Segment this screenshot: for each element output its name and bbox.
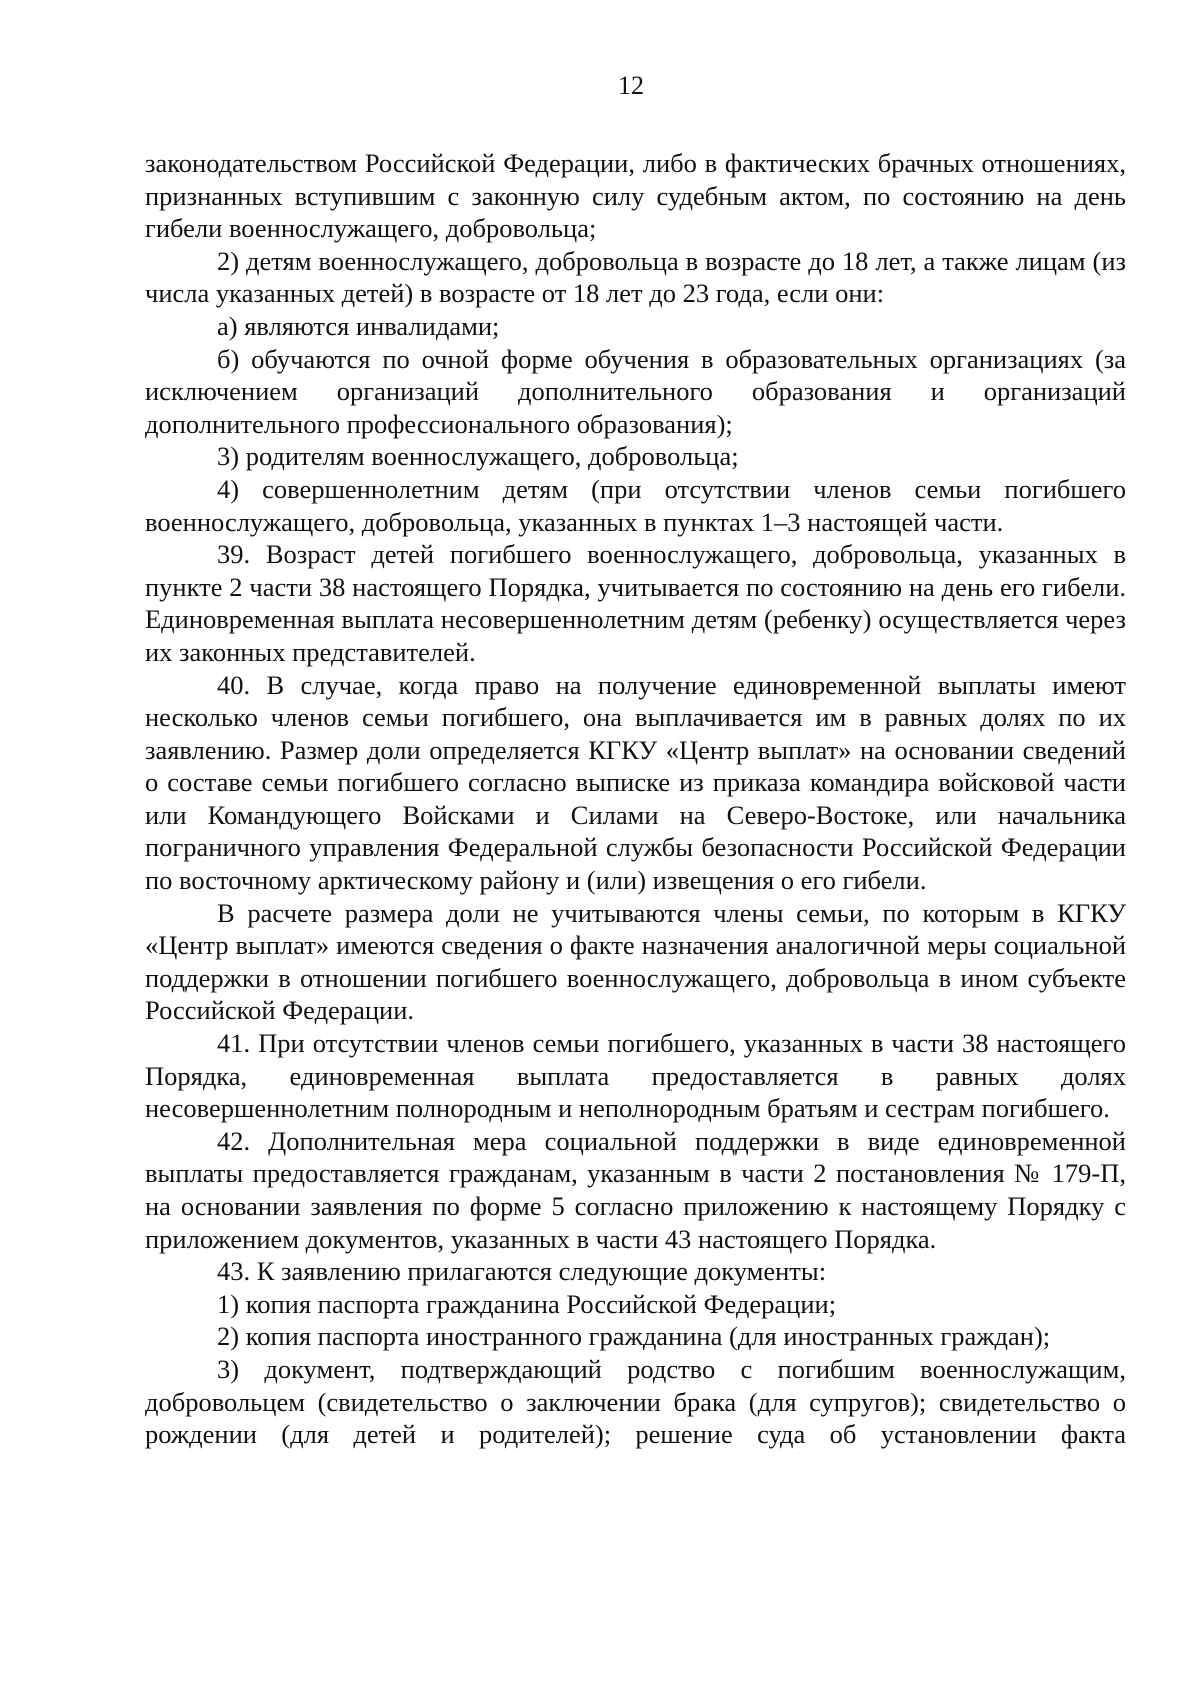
paragraph: В расчете размера доли не учитываются члены семьи, по которым в КГКУ «Центр выплат» имеются сведения о факте назначения аналогичной меры социальной поддержки в отношении погибшего военнослужащего, добровольца в ином субъекте Российской Федерации.: [145, 897, 1126, 1026]
list-item: 3) документ, подтверждающий родство с погибшим военнослужащим, добровольцем (свидетельство о заключении брака (для супругов); свидетельство о рождении (для детей и родителей); решение суда об установлении факта: [145, 1353, 1126, 1450]
paragraph: законодательством Российской Федерации, либо в фактических брачных отношениях, признанных вступившим с законную силу судебным актом, по состоянию на день гибели военнослужащего, добровольца;: [145, 148, 1126, 244]
list-item: 3) родителям военнослужащего, добровольца;: [217, 441, 739, 472]
list-item: 4) совершеннолетним детям (при отсутствии членов семьи погибшего военнослужащего, добровольца, указанных в пунктах 1–3 настоящей части.: [145, 473, 1126, 537]
paragraph: 43. К заявлению прилагаются следующие документы:: [217, 1256, 827, 1287]
paragraph: 40. В случае, когда право на получение единовременной выплаты имеют несколько членов семьи погибшего, она выплачивается им в равных долях по их заявлению. Размер доли определяется КГКУ «Центр выплат» на основании сведений о составе семьи погибшего согласно выписке из приказа командира войсковой части или Командующего Войсками и Силами на Северо-Востоке, или начальника пограничного управления Федеральной службы безопасности Российской Федерации по восточному арктическому району и (или) извещения о его гибели.: [145, 669, 1126, 896]
list-item: 2) копия паспорта иностранного гражданина (для иностранных граждан);: [217, 1321, 1051, 1352]
paragraph: 39. Возраст детей погибшего военнослужащего, добровольца, указанных в пункте 2 части 38 настоящего Порядка, учитывается по состоянию на день его гибели. Единовременная выплата несовершеннолетним детям (ребенку) осуществляется через их законных представителей.: [145, 539, 1126, 667]
paragraph: 41. При отсутствии членов семьи погибшего, указанных в части 38 настоящего Порядка, единовременная выплата предоставляется в равных долях несовершеннолетним полнородным и неполнородным братьям и сестрам погибшего.: [145, 1028, 1126, 1124]
page-number: 12: [618, 71, 644, 100]
list-item: 2) детям военнослужащего, добровольца в возрасте до 18 лет, а также лицам (из числа указанных детей) в возрасте от 18 лет до 23 года, если они:: [145, 245, 1126, 309]
list-item: 1) копия паспорта гражданина Российской Федерации;: [217, 1288, 837, 1319]
list-item: б) обучаются по очной форме обучения в образовательных организациях (за исключением организаций дополнительного образования и организаций дополнительного профессионального образования);: [145, 343, 1126, 439]
list-item: а) являются инвалидами;: [217, 310, 500, 341]
paragraph: 42. Дополнительная мера социальной поддержки в виде единовременной выплаты предоставляется гражданам, указанным в части 2 постановления № 179-П, на основании заявления по форме 5 согласно приложению к настоящему Порядку с приложением документов, указанных в части 43 настоящего Порядка.: [145, 1125, 1126, 1254]
document-body: [145, 147, 1126, 1451]
